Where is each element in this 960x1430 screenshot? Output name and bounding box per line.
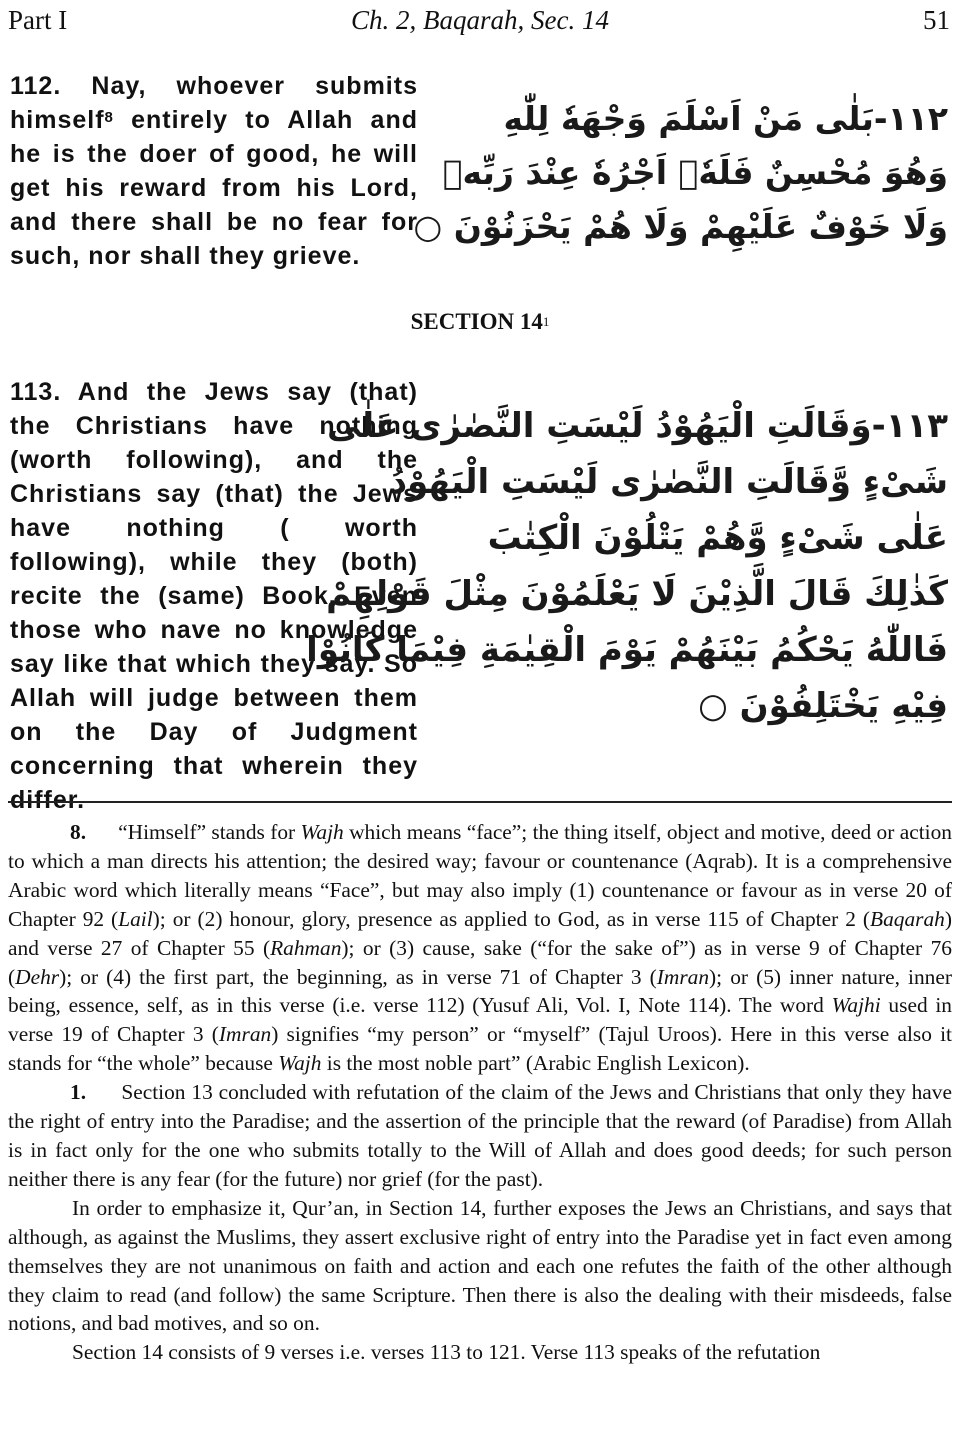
footnote-text: ); or (3) cause, sake (“for the sake of”) as in verse 9 of Chapter 76 ( [8, 935, 952, 989]
footnote-number: 8. [70, 820, 87, 844]
italic-term: Rahman [270, 935, 342, 960]
italic-term: Imran [218, 1022, 272, 1047]
arabic-line: فِيْهِ يَخْتَلِفُوْنَ ○ [698, 686, 948, 726]
footnote-ref-1: 1 [542, 314, 550, 329]
footnote-text: ) signifies “my person” or “myself” (Tajul Uroos). Here in this verse also it stands for “the whole” because [8, 1022, 952, 1076]
commentary-paragraph: Section 14 consists of 9 verses i.e. verses 113 to 121. Verse 113 speaks of the refutation [72, 1340, 821, 1365]
italic-term: Dehr [15, 964, 60, 989]
footnote-text: Section 13 concluded with refutation of the claim of the Jews and Christians that only they have the right of entry into the Paradise; and the assertion of the principle that the reward (of Paradise) from Allah is in fact only for the one who submits totally to the Will of Allah and does good deeds; for such person neither there is any fear (for the future) nor grief (for the past). [8, 1080, 952, 1191]
section-title: SECTION 14 [410, 309, 543, 334]
arabic-line: وَهُوَ مُحْسِنٌ فَلَهٗۤ اَجْرُهٗ عِنْدَ رَبِّهٖ [442, 153, 948, 192]
footnote-text: ) and verse 27 of Chapter 55 ( [8, 906, 952, 960]
footnote-text: “Himself” stands for [118, 820, 301, 844]
verse-113-english: 113. And the Jews say (that) the Christians have nothing (worth following), and the Christians say (that) the Jews have nothing ( worth following), while they (both) recite the (same) Book. Even those who nave no knowledge say like that which they say. So Allah will judge between them on the Day of Judgment concerning that wherein they differ. [10, 378, 418, 814]
footnote-ref-8: 8 [104, 109, 114, 126]
page-number: 51 [923, 5, 950, 35]
footnote-text: used in verse 19 of Chapter 3 ( [8, 993, 952, 1047]
arabic-line: كَذٰلِكَ قَالَ الَّذِيْنَ لَا يَعْلَمُوْنَ مِثْلَ قَوْلِهِمْ [326, 574, 948, 614]
arabic-line: فَاللّٰهُ يَحْكُمُ بَيْنَهُمْ يَوْمَ الْقِيٰمَةِ فِيْمَا كَانُوْا [306, 630, 948, 670]
footnote-divider [8, 801, 952, 803]
arabic-line: ۱۱۳-وَقَالَتِ الْيَهُوْدُ لَيْسَتِ النَّصٰرٰى عَلٰى [326, 406, 948, 446]
footnote-text: ); or (5) inner nature, inner being, essence, self, as in this verse (i.e. verse 112) (Yusuf Ali, Vol. I, Note 114). The word [8, 964, 952, 1018]
arabic-line: شَیْءٍ وَّقَالَتِ النَّصٰرٰى لَيْسَتِ الْيَهُوْدُ [389, 462, 948, 502]
italic-term: Wajhi [831, 993, 881, 1018]
italic-term: Wajh [278, 1051, 322, 1076]
verse-112-text-b: entirely to Allah and he is the doer of good, he will get his reward from his Lord, and there shall be no fear for such, nor shall they grieve. [10, 106, 418, 270]
verse-112-arabic [413, 92, 948, 254]
verse-112-text-a: 112. Nay, whoever submits himself [10, 72, 418, 134]
running-header-chapter: Ch. 2, Baqarah, Sec. 14 [351, 5, 609, 35]
arabic-line: وَلَا خَوْفٌ عَلَيْهِمْ وَلَا هُمْ يَحْزَنُوْنَ ○ [413, 207, 948, 246]
italic-term: Baqarah [870, 906, 945, 931]
footnote-text: ); or (4) the first part, the beginning, as in verse 71 of Chapter 3 ( [59, 964, 657, 989]
arabic-line: ۱۱۲-بَلٰى مَنْ اَسْلَمَ وَجْهَهٗ لِلّٰهِ [503, 99, 948, 138]
running-header-part: Part I [8, 5, 68, 35]
italic-term: Imran [656, 964, 710, 989]
footnotes [8, 818, 952, 1367]
footnote-text: is the most noble part” (Arabic English Lexicon). [321, 1051, 750, 1076]
footnote-8 [8, 818, 952, 1078]
arabic-line: عَلٰى شَیْءٍ وَّهُمْ يَتْلُوْنَ الْكِتٰبَ [487, 518, 948, 558]
verse-112-english [10, 69, 418, 273]
footnote-text: which means “face”; the thing itself, object and motive, deed or action to which a man directs his attention; the desired way; favour or countenance (Aqrab). It is a comprehensive Arabic word which literally means “Face”, but may also imply (1) countenance or favour as in verse 20 of Chapter 92 ( [8, 820, 952, 931]
commentary-paragraph: In order to emphasize it, Qur’an, in Section 14, further exposes the Jews an Christians, and says that although, as against the Muslims, they assert exclusive right of entry into the Paradise yet in fact even among themselves they are not unanimous on faith and action and each one refutes the faith of the other although they claim to read (and follow) the same Scripture. Then there is also the dealing with their misdeeds, false notions, and bad motives, and so on. [8, 1195, 952, 1336]
verse-113-arabic [306, 398, 948, 734]
footnote-1 [8, 1078, 952, 1194]
section-heading [0, 306, 960, 338]
italic-term: Wajh [300, 820, 344, 844]
footnote-number: 1. [70, 1080, 87, 1105]
italic-term: Lail [118, 906, 153, 931]
footnote-text: ); or (2) honour, glory, presence as applied to God, as in verse 115 of Chapter 2 ( [152, 906, 870, 931]
